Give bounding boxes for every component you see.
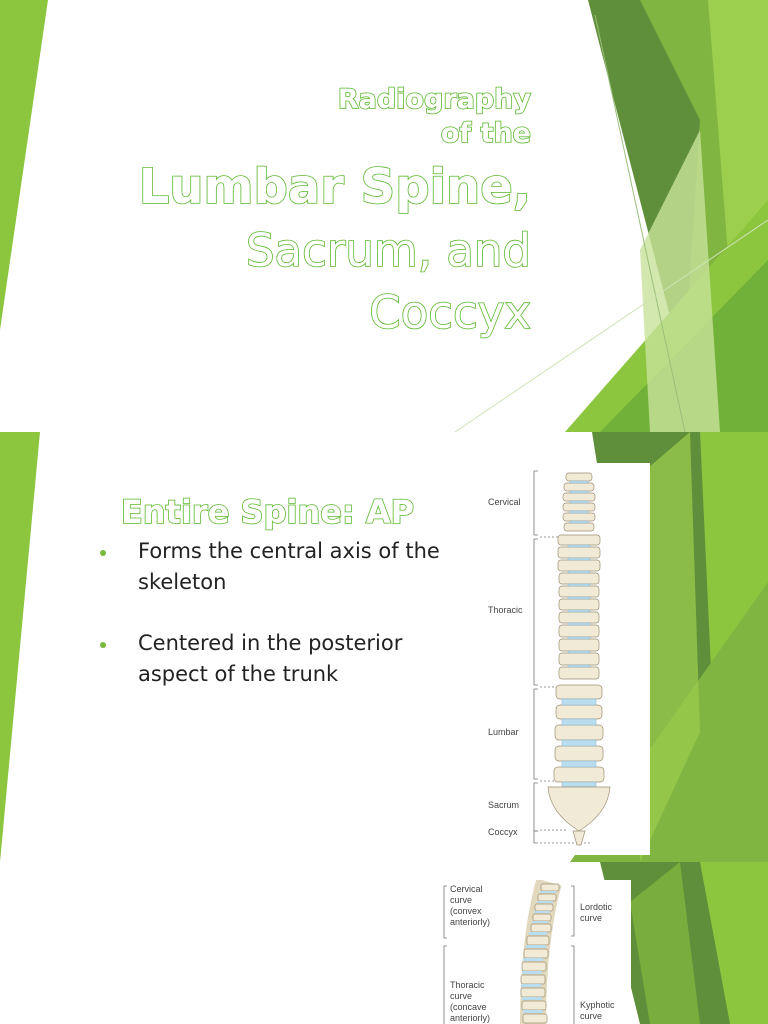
bullet-item [100,536,450,598]
bullet-text: Forms the central axis of the skeleton [138,539,440,594]
label-lumbar: Lumbar [488,727,519,737]
spine-illustration [478,463,650,855]
spine-curves-slide [0,862,768,1024]
label-thoracic-curve: Thoracic curve (concave anteriorly) [450,980,491,1023]
entire-spine-slide [0,432,768,862]
label-sacrum: Sacrum [488,800,520,810]
title-line-coccyx: Coccyx [369,286,531,339]
bullet-list [100,536,450,690]
bullet-dot-icon [100,550,106,556]
title-line-sacrum: Sacrum, and [245,224,531,277]
slide-heading: Entire Spine: AP [121,493,415,531]
curves-figure [437,880,631,1024]
bullet-item [100,628,450,690]
label-cervical-curve: Cervical curve (convex anteriorly) [450,884,491,927]
slide-decoration [0,862,768,1024]
spine-figure [478,463,650,855]
label-thoracic: Thoracic [488,605,523,615]
bullet-text: Centered in the posterior aspect of the trunk [138,631,403,686]
slide-decoration [0,0,768,432]
bullet-dot-icon [100,642,106,648]
label-coccyx: Coccyx [488,827,518,837]
title-line-lumbar-spine: Lumbar Spine, [138,159,531,215]
title-line-of-the: of the [440,118,531,149]
label-kyphotic-curve: Kyphotic curve [580,1000,615,1021]
title-line-radiography: Radiography [337,84,531,115]
label-lordotic-curve: Lordotic curve [580,902,613,923]
title-slide [0,0,768,432]
label-cervical: Cervical [488,497,521,507]
